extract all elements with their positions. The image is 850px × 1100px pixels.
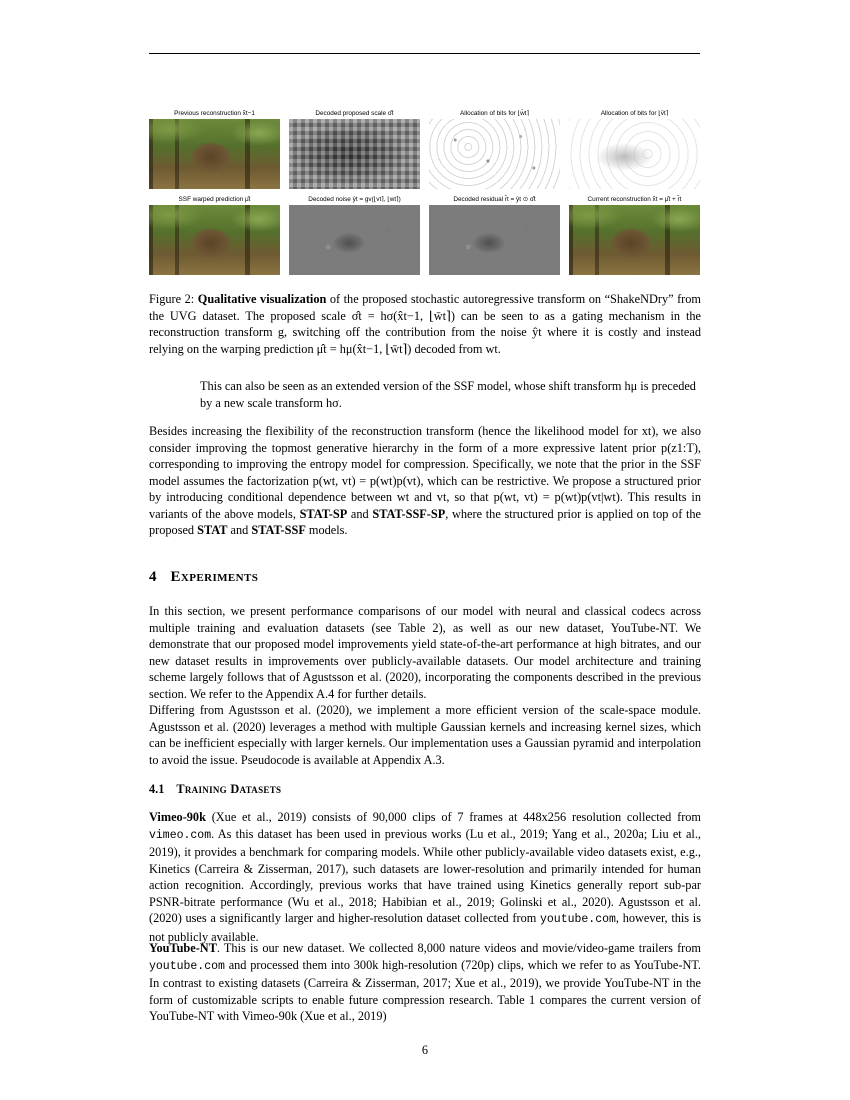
paragraph-experiments-intro: In this section, we present performance comparisons of our model with neural and classical codecs across multiple training and evaluation datasets (see Table 2), as well as our new dataset, YouTube-NT. We demonstrate that our proposed model improvements yield state-of-the-art performance at high bitrates, and our new dataset results in improvements over publicly-available datasets. Our model architecture and training scheme largely follows that of Agustsson et al. (2020), incorporating the components described in the previous section. We refer to the Appendix A.4 for further details. <box>149 604 701 701</box>
paragraph-vimeo: Vimeo-90k (Xue et al., 2019) consists of 90,000 clips of 7 frames at 448x256 resolution collected from vimeo.com. As this dataset has been used in previous works (Lu et al., 2019; Yang et al., 2020a; Liu et al., 2019), it provides a benchmark for comparing models. While other publicly-available video datasets exist, e.g., Kinetics (Carreira & Zisserman, 2017), such datasets are lower-resolution and primarily intended for human action recognition. Accordingly, previous works that have trained using Kinetics generally report sub-par PSNR-bitrate performance (Wu et al., 2018; Habibian et al., 2019; Golinski et al., 2020). Agustsson et al. (2020) uses a significantly larger and higher-resolution dataset collected from youtube.com, however, this is not publicly available. <box>149 810 701 944</box>
panel-caption: Decoded residual r̂t = ŷt ⊙ σ̂t <box>453 196 536 203</box>
panel-current-reconstruction <box>569 196 700 275</box>
forest-image <box>149 119 280 189</box>
subsection-number: 4.1 <box>149 782 165 796</box>
panel-decoded-noise <box>289 196 420 275</box>
figure-caption-bold: Qualitative visualization <box>197 292 327 306</box>
figure-caption-text: of the proposed stochastic autoregressive transform on “ShakeNDry” from the UVG dataset. The proposed scale σ̂t = hσ(x̂t−1, ⌊w̄t⌉) can be seen to as a gating mechanism in the reconstruction transform g, switching off the contribution from the noise ŷt where it is costly and instead relying on the warping prediction μ̂t = hμ(x̂t−1, ⌊w̄t⌉) decoded from wt. <box>149 292 701 356</box>
panel-previous-reconstruction <box>149 110 280 189</box>
panel-decoded-residual <box>429 196 560 275</box>
bit-allocation-image <box>569 119 700 189</box>
scale-map-image <box>289 119 420 189</box>
forest-image <box>569 205 700 275</box>
link-youtube[interactable]: youtube.com <box>149 959 225 973</box>
panel-decoded-scale <box>289 110 420 189</box>
panel-caption: Decoded proposed scale σ̂t <box>315 110 394 117</box>
panel-caption: SSF warped prediction μ̂t <box>178 196 251 203</box>
paragraph-structured-prior: Besides increasing the flexibility of the reconstruction transform (hence the likelihood model for xt), we also consider improving the topmost generative hierarchy in the form of a more expressive latent prior p(z1:T), corresponding to improving the entropy model for compression. Specifically, we note that the prior in the SSF model assumes the factorization p(wt, vt) = p(wt)p(vt), which can be restrictive. We propose a structured prior by introducing conditional dependence between wt and vt, so that p(wt, vt) = p(wt)p(vt|wt). This results in variants of the above models, STAT-SP and STAT-SSF-SP, where the structured prior is applied on top of the proposed STAT and STAT-SSF models. <box>149 424 702 537</box>
panel-caption: Current reconstruction x̂t = μ̂t + r̂t <box>587 196 682 203</box>
section-title: Experiments <box>170 569 259 585</box>
indented-paragraph: This can also be seen as an extended version of the SSF model, whose shift transform hμ is preceded by a new scale transform hσ. <box>200 379 696 410</box>
paragraph-scale-space: Differing from Agustsson et al. (2020), we implement a more efficient version of the scale-space module. Agustsson et al. (2020) leverages a method with multiple Gaussian kernels and increasing kernel sizes, which can be inefficient especially with larger kernels. Our implementation uses a Gaussian pyramid and interpolation to avoid the issue. Pseudocode is available at Appendix A.3. <box>149 703 701 767</box>
subsection-title: Training Datasets <box>176 782 282 796</box>
panel-caption: Previous reconstruction x̂t−1 <box>174 110 255 117</box>
section-heading <box>149 568 258 586</box>
panel-warped-prediction <box>149 196 280 275</box>
forest-image <box>149 205 280 275</box>
panel-bits-v <box>569 110 700 189</box>
figure-caption <box>149 291 701 357</box>
panel-caption: Decoded noise ŷt = gv(⌊vt⌉, ⌊wt⌉) <box>308 196 401 203</box>
figure-2 <box>149 110 701 278</box>
bit-allocation-image <box>429 119 560 189</box>
subsection-heading <box>149 781 281 797</box>
link-vimeo[interactable]: vimeo.com <box>149 828 212 842</box>
header-rule <box>149 53 700 54</box>
panel-bits-w <box>429 110 560 189</box>
panel-caption: Allocation of bits for ⌊w̄t⌉ <box>460 110 529 117</box>
page-number: 6 <box>421 1043 429 1057</box>
residual-image <box>429 205 560 275</box>
panel-caption: Allocation of bits for ⌊v̄t⌉ <box>600 110 669 117</box>
link-youtube[interactable]: youtube.com <box>540 913 616 926</box>
paragraph-youtube-nt: YouTube-NT. This is our new dataset. We collected 8,000 nature videos and movie/video-game trailers from youtube.com and processed them into 300k high-resolution (720p) clips, which we refer to as YouTube-NT. In contrast to existing datasets (Carreira & Zisserman, 2017; Xue et al., 2019), we provide YouTube-NT in the form of customizable scripts to enable future compression research. Table 1 compares the current version of YouTube-NT with Vimeo-90k (Xue et al., 2019) <box>149 941 701 1023</box>
figure-label: Figure 2: <box>149 292 195 306</box>
section-number: 4 <box>149 569 157 585</box>
noise-image <box>289 205 420 275</box>
